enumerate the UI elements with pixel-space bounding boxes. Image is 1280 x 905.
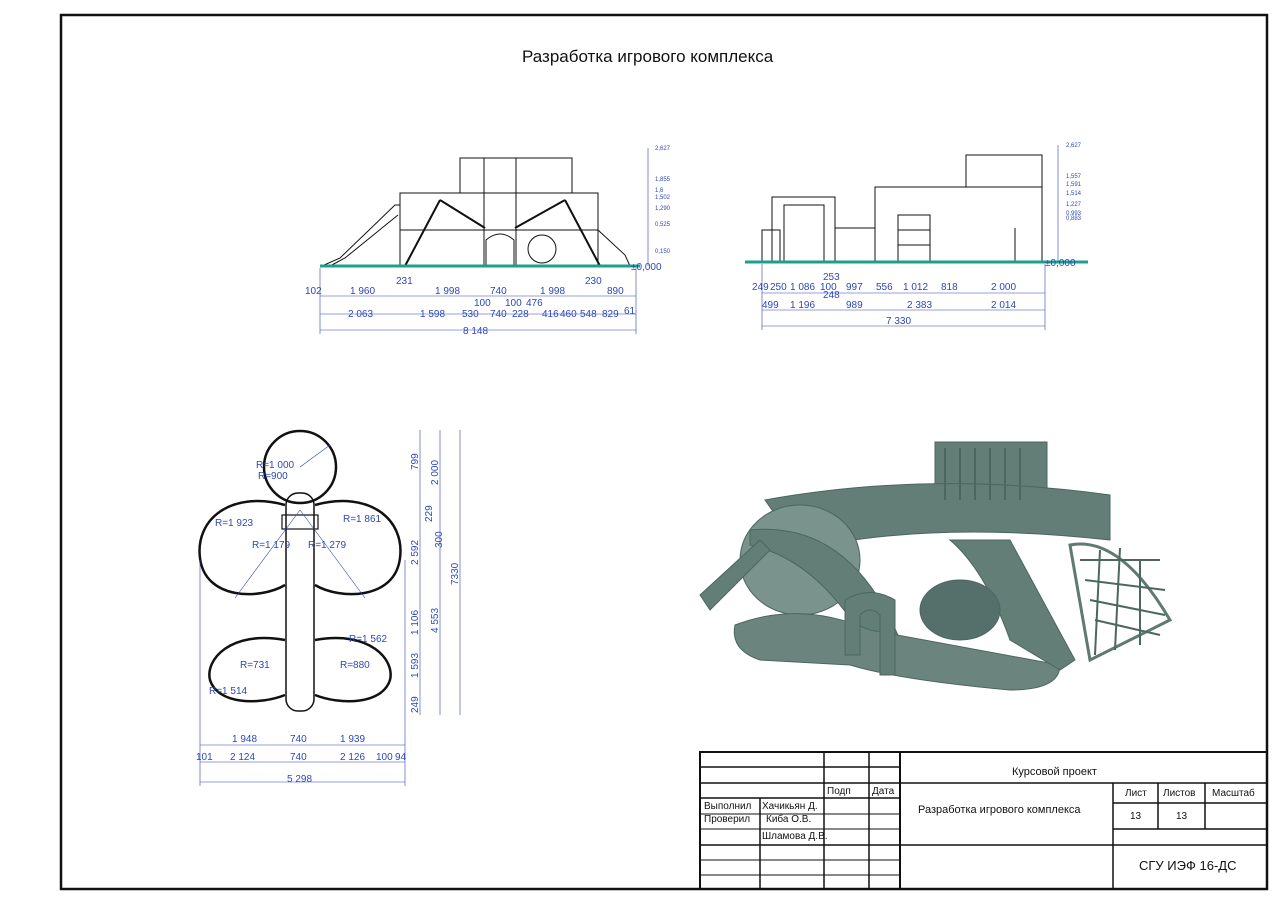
front-level-7: 0,150	[655, 249, 671, 255]
plan-hdim-4: 101	[196, 752, 213, 763]
sheet-label: Лист	[1125, 788, 1147, 799]
project-name: Разработка игрового комплекса	[918, 804, 1081, 816]
plan-hdim-9: 94	[395, 752, 407, 763]
organization: СГУ ИЭФ 16-ДС	[1139, 858, 1237, 873]
front-dim-2: 1 960	[350, 286, 376, 297]
side-dim-13: 989	[846, 300, 863, 311]
scale-label: Масштаб	[1212, 788, 1255, 799]
plan-radius-6: R=1 279	[308, 540, 347, 551]
sheets-value: 13	[1176, 811, 1188, 822]
plan-hdim-1: 1 948	[232, 734, 258, 745]
side-dim-12: 1 196	[790, 300, 816, 311]
project-type: Курсовой проект	[1012, 766, 1097, 778]
plan-hdim-7: 2 126	[340, 752, 366, 763]
front-level-4: 1,502	[655, 195, 671, 201]
side-dim-14: 2 383	[907, 300, 933, 311]
plan-vdim-2: 2 000	[430, 459, 441, 485]
side-level-4: 1,514	[1066, 191, 1082, 197]
front-dim-10: 100	[505, 298, 522, 309]
col-date: Дата	[872, 786, 895, 797]
plan-radius-4: R=1 861	[343, 514, 382, 525]
side-level-1: 2,627	[1066, 143, 1082, 149]
plan-radius-10: R=1 514	[209, 686, 248, 697]
front-dim-8: 890	[607, 286, 624, 297]
sheet-value: 13	[1130, 811, 1142, 822]
plan-radius-8: R=731	[240, 660, 270, 671]
plan-radius-3: R=1 923	[215, 518, 254, 529]
checked-name-1: Киба О.В.	[766, 814, 812, 825]
front-dim-9: 100	[474, 298, 491, 309]
front-level-6: 0,525	[655, 222, 671, 228]
front-dim-18: 460	[560, 309, 577, 320]
front-dim-16: 228	[512, 309, 529, 320]
front-dim-20: 829	[602, 309, 619, 320]
side-level-zero: ±0,000	[1045, 258, 1076, 269]
plan-vdim-9: 1 593	[410, 652, 421, 678]
side-dim-6: 997	[846, 282, 863, 293]
plan-radius-1: R=1 000	[256, 460, 295, 471]
front-dim-13: 1 598	[420, 309, 446, 320]
front-dim-4: 1 998	[435, 286, 461, 297]
front-dim-3: 231	[396, 276, 413, 287]
front-dim-7: 230	[585, 276, 602, 287]
side-dim-9: 818	[941, 282, 958, 293]
plan-radius-5: R=1 179	[252, 540, 291, 551]
side-level-3: 1,591	[1066, 182, 1082, 188]
performed-label: Выполнил	[704, 801, 752, 812]
plan-vdim-7: 4 553	[430, 607, 441, 633]
sheets-label: Листов	[1163, 788, 1196, 799]
front-level-2: 1,855	[655, 177, 671, 183]
front-dim-21: 61	[624, 306, 636, 317]
plan-vdim-8: 7330	[450, 562, 461, 585]
side-dim-11: 499	[762, 300, 779, 311]
front-dim-17: 416	[542, 309, 559, 320]
side-dim-15: 2 014	[991, 300, 1017, 311]
side-level-2: 1,557	[1066, 174, 1082, 180]
plan-radius-7: R=1 562	[349, 634, 388, 645]
plan-hdim-3: 1 939	[340, 734, 366, 745]
side-dim-top: 253	[823, 272, 840, 283]
plan-vdim-1: 799	[410, 453, 421, 470]
plan-hdim-8: 100	[376, 752, 393, 763]
front-dim-6: 1 998	[540, 286, 566, 297]
front-dim-5: 740	[490, 286, 507, 297]
plan-vdim-5: 2 592	[410, 539, 421, 565]
front-level-1: 2,627	[655, 146, 671, 152]
front-dim-12: 2 063	[348, 309, 374, 320]
plan-vdim-3: 229	[424, 505, 435, 522]
front-dim-14: 530	[462, 309, 479, 320]
plan-hdim-2: 740	[290, 734, 307, 745]
side-level-6: 0,993	[1066, 211, 1082, 217]
plan-vdim-4: 300	[434, 531, 445, 548]
side-level-5: 1,227	[1066, 202, 1082, 208]
plan-vdim-10: 249	[410, 696, 421, 713]
front-dim-19: 548	[580, 309, 597, 320]
plan-vdim-6: 1 106	[410, 609, 421, 635]
plan-radius-9: R=880	[340, 660, 370, 671]
plan-hdim-total: 5 298	[287, 774, 313, 785]
side-dim-8: 1 012	[903, 282, 929, 293]
side-dim-3: 1 086	[790, 282, 816, 293]
side-dim-total: 7 330	[886, 316, 912, 327]
checked-label: Проверил	[704, 814, 751, 825]
front-dim-15: 740	[490, 309, 507, 320]
side-level-7: 0,883	[1066, 216, 1082, 222]
front-dim-1: 102	[305, 286, 322, 297]
side-dim-4: 100	[820, 282, 837, 293]
plan-hdim-6: 740	[290, 752, 307, 763]
front-level-5: 1,290	[655, 206, 671, 212]
side-dim-1: 249	[752, 282, 769, 293]
side-dim-10: 2 000	[991, 282, 1017, 293]
plan-hdim-5: 2 124	[230, 752, 256, 763]
performed-name: Хачикьян Д.	[762, 801, 818, 812]
side-dim-5: 248	[823, 290, 840, 301]
sheet-title: Разработка игрового комплекса	[522, 47, 774, 66]
plan-radius-2: R=900	[258, 471, 288, 482]
front-dim-total: 8 148	[463, 326, 489, 337]
checked-name-2: Шламова Д.В.	[762, 831, 828, 842]
front-level-zero: ±0,000	[631, 262, 662, 273]
front-dim-11: 476	[526, 298, 543, 309]
side-dim-2: 250	[770, 282, 787, 293]
front-level-3: 1,6	[655, 188, 664, 194]
side-dim-7: 556	[876, 282, 893, 293]
col-signature: Подп	[827, 786, 851, 797]
